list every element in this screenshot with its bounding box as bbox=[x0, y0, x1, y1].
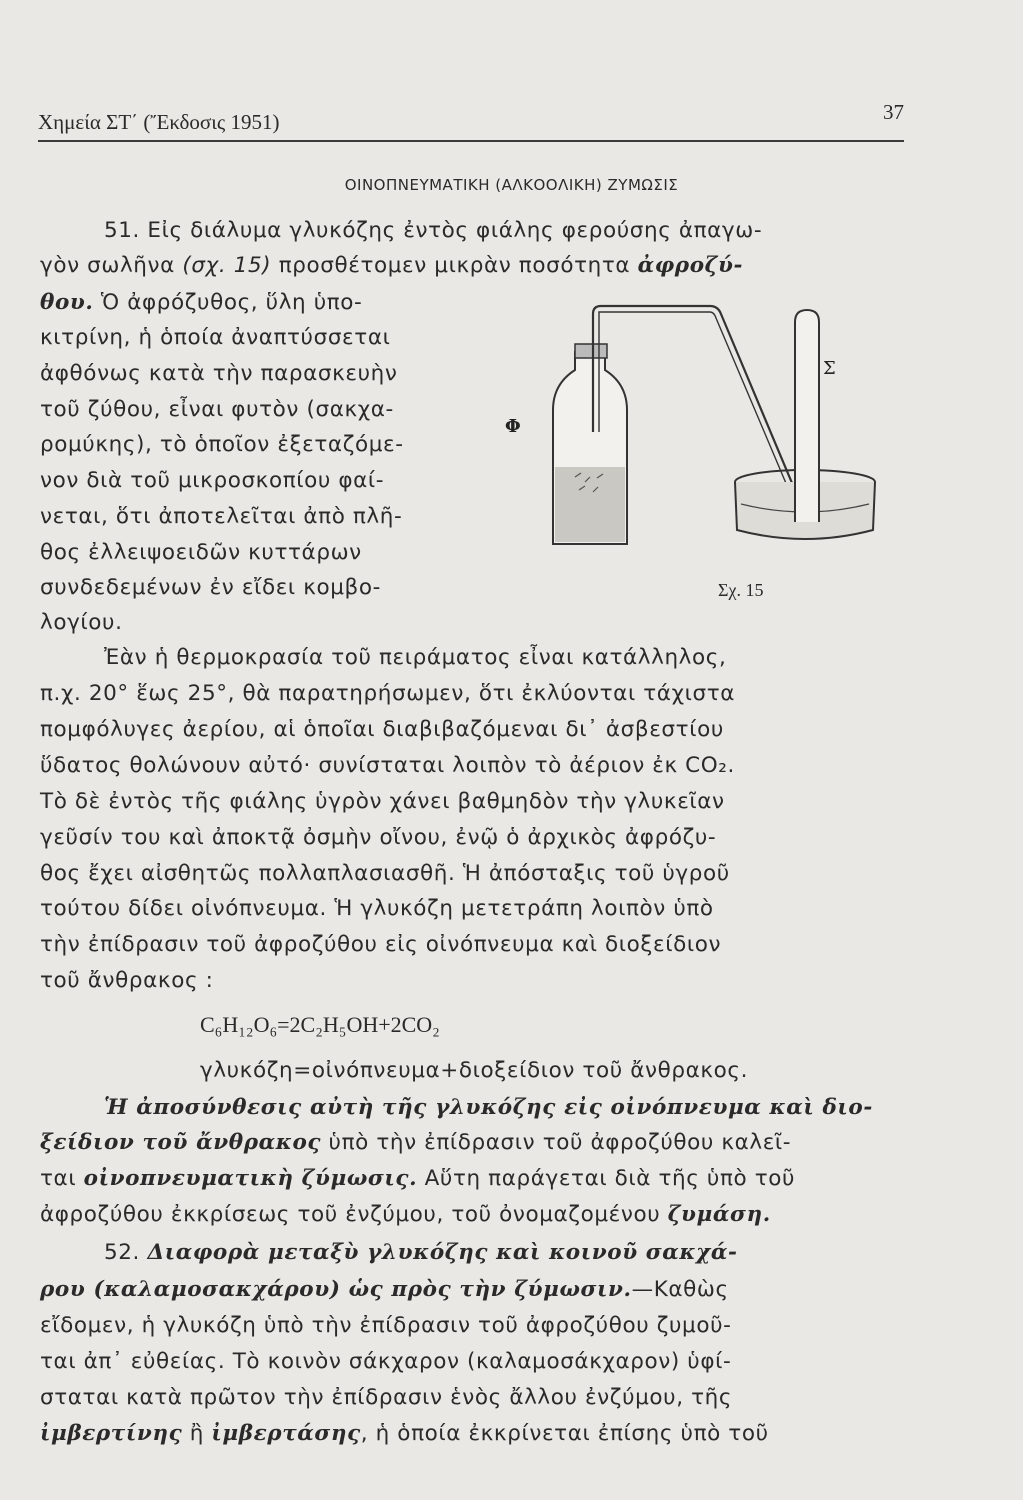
text-line: τούτου δίδει οἰνόπνευμα. Ἡ γλυκόζη μετετράπη λοιπὸν ὑπὸ bbox=[40, 896, 714, 921]
text-line: σταται κατὰ πρῶτον τὴν ἐπίδρασιν ἑνὸς ἄλλου ἐνζύμου, τῆς bbox=[40, 1385, 733, 1410]
chemical-equation: C₆H₁₂O₆=2C₂H₅OH+2CO₂ bbox=[200, 1012, 440, 1037]
text-line: λογίου. bbox=[40, 610, 123, 635]
text-line: 51. Εἰς διάλυμα γλυκόζης ἐντὸς φιάλης φερούσης ἀπαγω- bbox=[104, 218, 763, 243]
term-alcoholic-fermentation: οἰνοπνευματικὴ ζύμωσις. bbox=[83, 1166, 418, 1191]
text-line: γεῦσίν του καὶ ἀποκτᾷ ὀσμὴν οἴνου, ἐνῷ ὁ ἀρχικὸς ἀφρόζυ- bbox=[40, 825, 717, 850]
figure-caption: Σχ. 15 bbox=[718, 580, 764, 600]
term-zymase: ζυμάση. bbox=[667, 1202, 771, 1227]
section-title: ΟΙΝΟΠΝΕΥΜΑΤΙΚΗ (ΑΛΚΟΟΛΙΚΗ) ΖΥΜΩΣΙΣ bbox=[344, 176, 679, 194]
tube-label: Σ bbox=[823, 358, 836, 379]
test-tube bbox=[795, 310, 819, 522]
text-line: π.χ. 20° ἕως 25°, θὰ παρατηρήσωμεν, ὅτι ἐκλύονται τάχιστα bbox=[40, 681, 736, 706]
text-line: συνδεδεμένων ἐν εἴδει κομβο- bbox=[40, 575, 381, 600]
text-line: ρου (καλαμοσακχάρου) ὡς πρὸς τὴν ζύμωσιν.—Καθὼς bbox=[40, 1277, 729, 1302]
text-line: γὸν σωλῆνα (σχ. 15) προσθέτομεν μικρὰν ποσότητα ἀφροζύ- bbox=[40, 253, 744, 278]
figure-reference: (σχ. 15) bbox=[182, 253, 272, 278]
text-line: ται οἰνοπνευματικὴ ζύμωσις. Αὕτη παράγεται διὰ τῆς ὑπὸ τοῦ bbox=[40, 1166, 796, 1191]
bottle-label: Φ bbox=[505, 416, 521, 437]
text-line: 52. Διαφορὰ μεταξὺ γλυκόζης καὶ κοινοῦ σακχά- bbox=[104, 1240, 738, 1265]
text-line: ἀφθόνως κατὰ τὴν παρασκευὴν bbox=[40, 361, 398, 386]
running-title: Χημεία ΣΤ΄ (Ἔκδοσις 1951) bbox=[38, 110, 280, 134]
text-line: ξείδιον τοῦ ἄνθρακος ὑπὸ τὴν ἐπίδρασιν τοῦ ἀφροζύθου καλεῖ- bbox=[40, 1130, 792, 1155]
text-line: ρομύκης), τὸ ὁποῖον ἐξεταζόμε- bbox=[40, 432, 404, 457]
text-line: Ἡ ἀποσύνθεσις αὐτὴ τῆς γλυκόζης εἰς οἰνόπνευμα καὶ διο- bbox=[104, 1095, 873, 1120]
text-line: τὴν ἐπίδρασιν τοῦ ἀφροζύθου εἰς οἰνόπνευμα καὶ διοξείδιον bbox=[40, 932, 722, 957]
page-number: 37 bbox=[883, 100, 904, 124]
apparatus-figure bbox=[505, 292, 885, 562]
text-line: νον διὰ τοῦ μικροσκοπίου φαί- bbox=[40, 468, 385, 493]
section-52-heading: Διαφορὰ μεταξὺ γλυκόζης καὶ κοινοῦ σακχά- bbox=[147, 1240, 738, 1265]
bottle-stopper bbox=[575, 344, 607, 358]
text-line: θος ἔχει αἰσθητῶς πολλαπλασιασθῆ. Ἡ ἀπόσταξις τοῦ ὑγροῦ bbox=[40, 861, 730, 886]
text-line: εἴδομεν, ἡ γλυκόζη ὑπὸ τὴν ἐπίδρασιν τοῦ ἀφροζύθου ζυμοῦ- bbox=[40, 1313, 732, 1338]
text-line: τοῦ ζύθου, εἶναι φυτὸν (σακχα- bbox=[40, 397, 394, 422]
page-header bbox=[38, 100, 904, 142]
term-invertase: ἰμβερτάσης bbox=[211, 1421, 361, 1446]
bottle-liquid bbox=[555, 467, 625, 542]
text-line: ὕδατος θολώνουν αὐτό· συνίσταται λοιπὸν τὸ ἀέριον ἐκ CO₂. bbox=[40, 753, 735, 778]
term-invertin: ἰμβερτίνης bbox=[40, 1421, 183, 1446]
text-line: τοῦ ἄνθρακος : bbox=[40, 968, 214, 993]
text-line: ται ἀπ᾿ εὐθείας. Τὸ κοινὸν σάκχαρον (καλαμοσάκχαρον) ὑφί- bbox=[40, 1349, 732, 1374]
text-line: κιτρίνη, ἡ ὁποία ἀναπτύσσεται bbox=[40, 325, 391, 350]
text-line: πομφόλυγες ἀερίου, αἱ ὁποῖαι διαβιβαζόμεναι δι᾿ ἀσβεστίου bbox=[40, 717, 724, 742]
term-yeast: ἀφροζύ- bbox=[637, 253, 744, 278]
text-line: θου. Ὁ ἀφρόζυθος, ὕλη ὑπο- bbox=[40, 290, 363, 315]
text-line: θος ἐλλειψοειδῶν κυττάρων bbox=[40, 540, 362, 565]
text-line: ἀφροζύθου ἐκκρίσεως τοῦ ἐνζύμου, τοῦ ὀνομαζομένου ζυμάση. bbox=[40, 1202, 771, 1227]
text-line: Τὸ δὲ ἐντὸς τῆς φιάλης ὑγρὸν χάνει βαθμηδὸν τὴν γλυκεῖαν bbox=[40, 789, 725, 814]
text-line: Ἐὰν ἡ θερμοκρασία τοῦ πειράματος εἶναι κατάλληλος, bbox=[104, 645, 727, 670]
text-line: νεται, ὅτι ἀποτελεῖται ἀπὸ πλῆ- bbox=[40, 504, 403, 529]
text-line: ἰμβερτίνης ἢ ἰμβερτάσης, ἡ ὁποία ἐκκρίνεται ἐπίσης ὑπὸ τοῦ bbox=[40, 1421, 769, 1446]
equation-in-words: γλυκόζη=οἰνόπνευμα+διοξείδιον τοῦ ἄνθρακος. bbox=[200, 1058, 749, 1083]
